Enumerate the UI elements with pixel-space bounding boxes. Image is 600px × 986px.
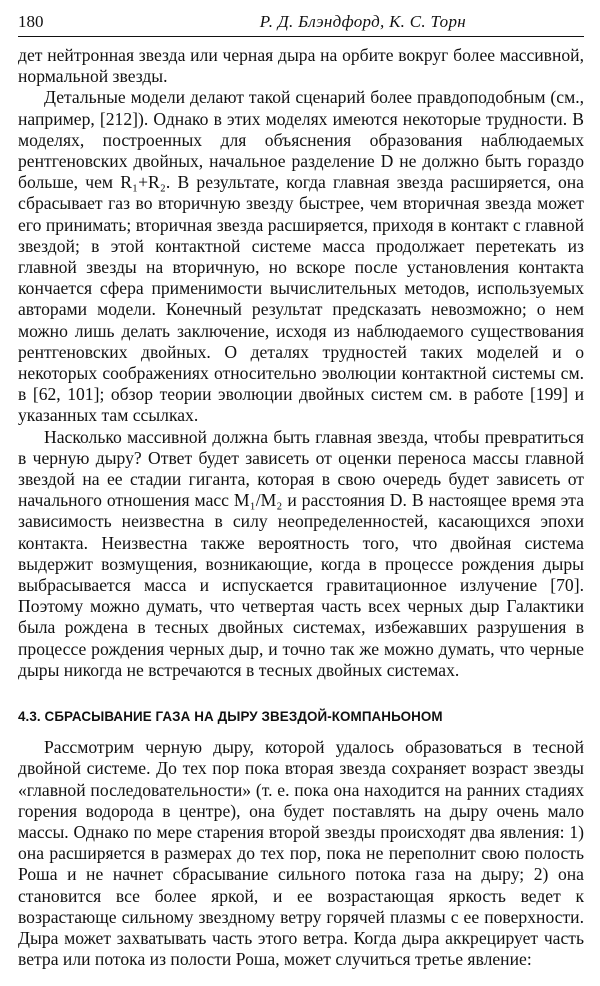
- paragraph-section-intro: Рассмотрим черную дыру, которой удалось образоваться в тесной двойной системе. До тех пор пока вторая звезда сохраняет возраст звезды «главной последовательности» (т. е. пока она находится на ранних стадиях горения водорода в центре), она будет поставлять на дыру очень мало массы. Однако по мере старения второй звезды происходят два явления: 1) она расширяется в размерах до тех пор, пока не переполнит свою полость Роша и не начнет сбрасывание сильного потока газа на дыру; 2) она становится все более яркой, и ее возрастающая яркость ведет к возрастающе сильному звездному ветру горячей плазмы с ее поверхности. Дыра может захватывать часть этого ветра. Когда дыра аккрецирует часть ветра или потока из полости Роша, может случиться третье явление:: [18, 737, 584, 970]
- paragraph-detailed-models: Детальные модели делают такой сценарий более правдоподобным (см., например, [212]). Однако в этих моделях имеются некоторые трудности. В моделях, построенных для объяснения образования наблюдаемых рентгеновских двойных, начальное разделение D не должно быть гораздо больше, чем R₁+R₂. В результате, когда главная звезда расширяется, она сбрасывает газ во вторичную звезду быстрее, чем вторичная звезда может его принимать; вторичная звезда расширяется, приходя в контакт с главной звездой; в этой контактной системе масса продолжает перетекать из главной звезды на вторичную, но вскоре после установления контакта кончается сфера применимости вычислительных методов, используемых авторами модели. Конечный результат предсказать невозможно; о нем можно лишь делать заключение, исходя из наблюдаемого существования рентгеновских двойных. О деталях трудностей таких моделей и о некоторых соображениях относительно эволюции контактной системы см. в [62, 101]; обзор теории эволюции двойных систем см. в работе [199] и указанных там ссылках.: [18, 87, 584, 426]
- running-head-authors: Р. Д. Блэндфорд, К. С. Торн: [259, 12, 466, 31]
- section-heading: 4.3. СБРАСЫВАНИЕ ГАЗА НА ДЫРУ ЗВЕЗДОЙ-КОМПАНЬОНОМ: [18, 709, 443, 725]
- body-text: [18, 45, 584, 970]
- page-number: 180: [18, 12, 44, 31]
- paragraph-primary-star-mass: Насколько массивной должна быть главная звезда, чтобы превратиться в черную дыру? Ответ будет зависеть от оценки переноса массы главной звездой на ее стадии гиганта, которая в свою очередь будет зависеть от начального отношения масс M₁/M₂ и расстояния D. В настоящее время эта зависимость неизвестна в силу неопределенностей, касающихся эпохи контакта. Неизвестна также вероятность того, что двойная система выдержит возмущения, возникающие, когда в процессе рождения дыры выбрасывается масса и испускается гравитационное излучение [70]. Поэтому можно думать, что четвертая часть всех черных дыр Галактики была рождена в тесных двойных системах, избежавших разрушения в процессе рождения черных дыр, и точно так же можно думать, что черные дыры никогда не встречаются в тесных двойных системах.: [18, 426, 584, 680]
- paragraph-continuation: дет нейтронная звезда или черная дыра на орбите вокруг более массивной, нормальной звезды.: [18, 45, 584, 87]
- book-page: [18, 10, 584, 970]
- page-header: [18, 10, 584, 37]
